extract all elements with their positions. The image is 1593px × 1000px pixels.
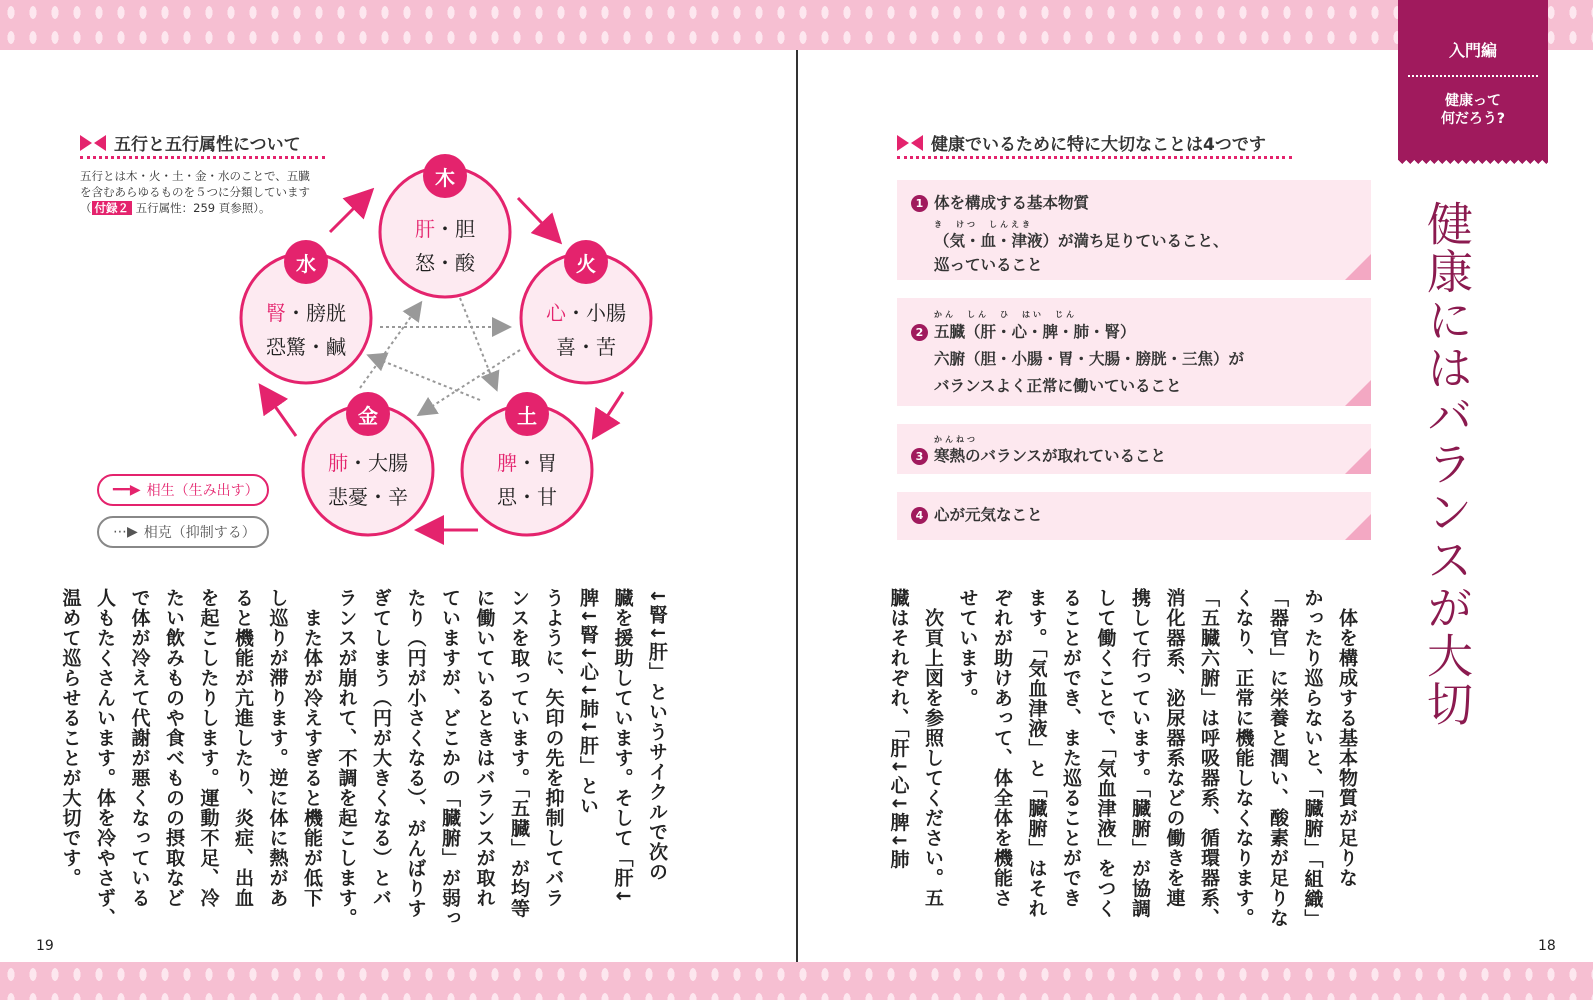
intro-line-3: （ 付録２ 五行属性：259 頁参照）。 <box>80 201 271 215</box>
point-box-1: 1 体を構成する基本物質 き けつ しんえき （気・血・津液）が満ち足りていること、 巡っていること <box>897 180 1371 280</box>
right-section-title: 健康でいるために特に大切なことは4つです <box>931 135 1266 155</box>
right-body-column: 携して行っています。「臓腑」が協調 <box>1129 588 1151 919</box>
arrow-wood-fire <box>518 198 558 240</box>
left-body-column: で体が冷えて代謝が悪くなっている <box>128 588 151 908</box>
left-body-column: ぎてしまう（円が大きくなる）とバ <box>370 588 392 908</box>
right-body-column: かったり巡らないと、「臓腑」「組織」 <box>1301 588 1324 929</box>
point-box-3: かんねつ 3 寒熱のバランスが取れていること <box>897 424 1371 474</box>
metal-label: 金 <box>358 404 378 428</box>
right-body-column: 消化器系、泌尿器系などの働きを連 <box>1163 588 1186 908</box>
right-body-column: 臓はそれぞれ、「肝↓心↓脾↓肺 <box>887 588 910 870</box>
left-body-column: うように、矢印の先を抑制してバラ <box>542 588 565 908</box>
left-section-title: 五行と五行属性について <box>114 135 301 155</box>
earth-attributes: 脾・胃 思・甘 <box>497 451 557 509</box>
left-body-column: たい飲みものや食べものの摂取など <box>163 588 185 908</box>
page-big-title: 健康にはバランスが大切 <box>1420 200 1474 728</box>
bottom-decorative-band <box>0 962 1593 1000</box>
water-label: 水 <box>296 252 316 276</box>
earth-label: 土 <box>517 404 537 428</box>
fire-attributes: 心・小腸 喜・苦 <box>546 301 626 359</box>
intro-line-1: 五行とは木・火・土・金・水のことで、五臓 <box>80 169 310 183</box>
point-box-2: かん しん ひ はい じん 2 五臓（肝・心・脾・肺・腎） 六腑（胆・小腸・胃・大腸・膀胱・三焦）が バランスよく正常に働いていること <box>897 298 1371 406</box>
right-body-column: 「器官」に栄養と潤い、酸素が足りな <box>1267 588 1289 928</box>
right-body-column: 「五臓六腑」は呼吸器系、循環器系、 <box>1198 588 1220 928</box>
arrow-metal-water <box>262 388 296 436</box>
legend-control: ⋯▶ 相克（抑制する） <box>97 516 269 548</box>
wood-label: 木 <box>435 166 455 190</box>
left-body-column: たり（円が小さくなる）、がんばりす <box>404 588 427 919</box>
right-body-column: して働くことで、「気血津液」をつく <box>1094 588 1117 919</box>
left-body-column: 脾↓腎↓心↓肺↓肝」とい <box>577 588 599 816</box>
right-body-column: ます。「気血津液」と「臓腑」はそれ <box>1025 588 1048 919</box>
metal-attributes: 肺・大腸 悲憂・辛 <box>328 451 408 509</box>
left-body-column: を起こしたりします。運動不足、冷 <box>197 588 220 908</box>
point-box-4: 4 心が元気なこと <box>897 492 1371 540</box>
dotted-arrow-icon: ⋯▶ <box>113 524 138 540</box>
left-body-column: ンスを取っています。「五臓」が均等 <box>508 588 530 919</box>
left-page-number: 19 <box>36 938 54 954</box>
chapter-tab <box>1398 0 1548 160</box>
left-body-column: ていますが、どこかの「臓腑」が弱っ <box>439 588 461 928</box>
legend-generate: ━━▶ 相生（生み出す） <box>97 474 269 506</box>
tab-label: 入門編 <box>1448 41 1497 60</box>
control-earth-water <box>370 356 480 400</box>
right-heading-underline <box>897 156 1292 159</box>
left-body-column: 温めて巡らせることが大切です。 <box>59 588 82 888</box>
ribbon-bow-icon <box>897 135 923 151</box>
solid-arrow-icon: ━━▶ <box>113 482 141 498</box>
right-body-column: ることができ、また巡ることができ <box>1060 588 1082 908</box>
arrow-water-wood <box>330 192 370 232</box>
left-body-column: 人もたくさんいます。体を冷やさず、 <box>94 588 116 928</box>
intro-line-2: を含むあらゆるものを５つに分類しています <box>80 185 310 199</box>
water-attributes: 腎・膀胱 恐驚・鹹 <box>266 301 346 359</box>
left-body-column: 臓を援助しています。そして「肝↓ <box>611 588 634 905</box>
fire-label: 火 <box>576 252 596 276</box>
arrow-fire-earth <box>595 392 623 435</box>
left-body-column: ランスが崩れて、不調を起こします。 <box>335 588 358 928</box>
left-body-column: ↓腎↓肝」というサイクルで次の <box>646 588 668 882</box>
control-wood-earth <box>460 298 496 388</box>
right-section-heading <box>897 130 1266 155</box>
right-body-column: 次頁上図を参照してください。五 <box>922 588 944 908</box>
left-body-column: また体が冷えすぎると機能が低下 <box>301 588 323 908</box>
right-body-column: ぞれが助けあって、体全体を機能さ <box>991 588 1013 908</box>
left-body-column: に働いているときはバランスが取れ <box>473 588 496 908</box>
book-spine <box>796 50 798 962</box>
left-body-column: し巡りが滞ります。逆に体に熱があ <box>266 588 289 908</box>
left-body-column: ると機能が亢進したり、炎症、出血 <box>232 588 254 908</box>
wood-attributes: 肝・胆 怒・酸 <box>415 217 475 275</box>
right-body-column: くなり、正常に機能しなくなります。 <box>1232 588 1255 928</box>
right-body-column: 体を構成する基本物質が足りな <box>1336 588 1358 888</box>
tab-subtitle: 健康って 何だろう? <box>1440 93 1506 127</box>
right-body-column: せています。 <box>956 588 979 708</box>
appendix-badge: 付録２ <box>92 201 133 215</box>
right-page-number: 18 <box>1538 938 1556 954</box>
